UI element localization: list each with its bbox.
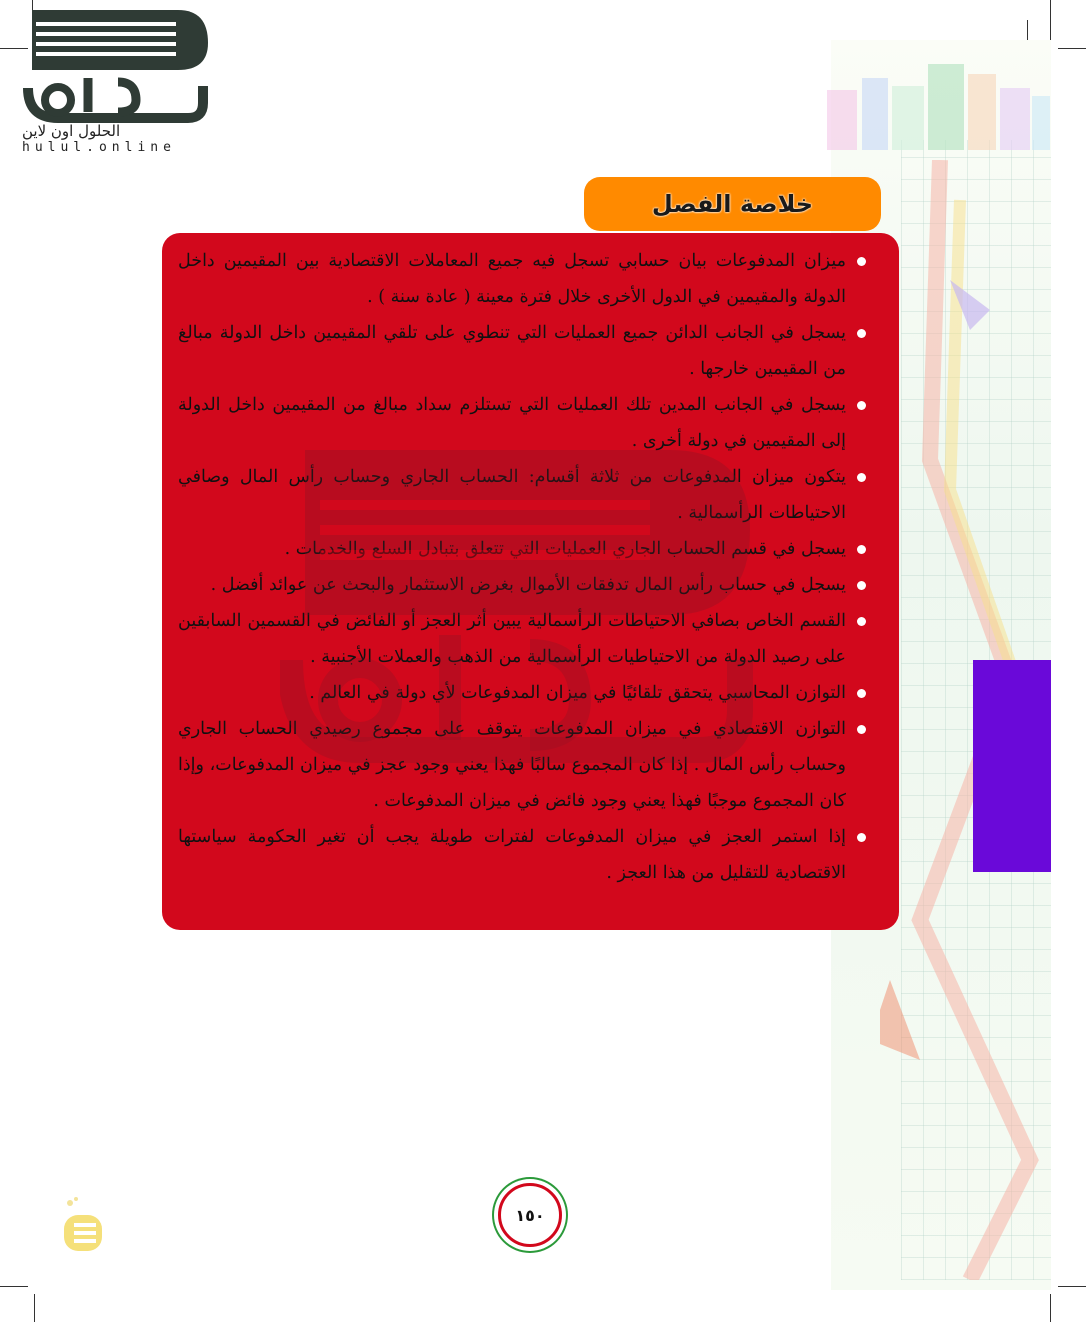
decorative-buildings	[822, 60, 1052, 150]
summary-item: إذا استمر العجز في ميزان المدفوعات لفترات طويلة يجب أن تغير الحكومة سياستها الاقتصادية للتقليل من هذا العجز .	[178, 819, 868, 891]
side-tab	[973, 660, 1051, 872]
crop-mark	[34, 1294, 35, 1322]
logo-book-icon	[18, 8, 218, 128]
summary-item: يتكون ميزان المدفوعات من ثلاثة أقسام: الحساب الجاري وحساب رأس المال وصافي الاحتياطات الرأسمالية .	[178, 459, 868, 531]
crop-mark	[0, 1286, 28, 1287]
crop-mark	[1058, 1286, 1086, 1287]
logo-url: hulul.online	[22, 140, 176, 155]
crop-mark	[1050, 0, 1051, 40]
summary-item: يسجل في الجانب الدائن جميع العمليات التي تنطوي على تلقي المقيمين داخل الدولة مبالغ من المقيمين خارجها .	[178, 315, 868, 387]
summary-item: القسم الخاص بصافي الاحتياطات الرأسمالية يبين أثر العجز أو الفائض في القسمين السابقين على رصيد الدولة من الاحتياطيات الرأسمالية من الذهب والعملات الأجنبية .	[178, 603, 868, 675]
summary-list	[178, 243, 868, 891]
summary-item: التوازن الاقتصادي في ميزان المدفوعات يتوقف على مجموع رصيدي الحساب الجاري وحساب رأس المال . إذا كان المجموع سالبًا فهذا يعني وجود عجز في ميزان المدفوعات، وإذا كان المجموع موجبًا فهذا يعني وجود فائض في ميزان المدفوعات .	[178, 711, 868, 819]
crop-mark	[1058, 48, 1086, 49]
logo-tagline: الحلول اون لاين	[22, 122, 121, 140]
summary-item: يسجل في حساب رأس المال تدفقات الأموال بغرض الاستثمار والبحث عن عوائد أفضل .	[178, 567, 868, 603]
summary-item: يسجل في قسم الحساب الجاري العمليات التي تتعلق بتبادل السلع والخدمات .	[178, 531, 868, 567]
page-number-badge	[498, 1183, 562, 1247]
page-number: ١٥٠	[515, 1205, 545, 1225]
crop-mark	[1050, 1294, 1051, 1322]
summary-item: التوازن المحاسبي يتحقق تلقائيًا في ميزان المدفوعات لأي دولة في العالم .	[178, 675, 868, 711]
summary-item: يسجل في الجانب المدين تلك العمليات التي تستلزم سداد مبالغ من المقيمين داخل الدولة إلى المقيمين في دولة أخرى .	[178, 387, 868, 459]
section-title: خلاصة الفصل	[651, 190, 814, 218]
site-logo	[18, 8, 218, 158]
brand-mini-icon	[60, 1195, 106, 1255]
section-title-pill	[584, 177, 881, 231]
summary-item: ميزان المدفوعات بيان حسابي تسجل فيه جميع المعاملات الاقتصادية بين المقيمين داخل الدولة والمقيمين في الدول الأخرى خلال فترة معينة ( عادة سنة ) .	[178, 243, 868, 315]
